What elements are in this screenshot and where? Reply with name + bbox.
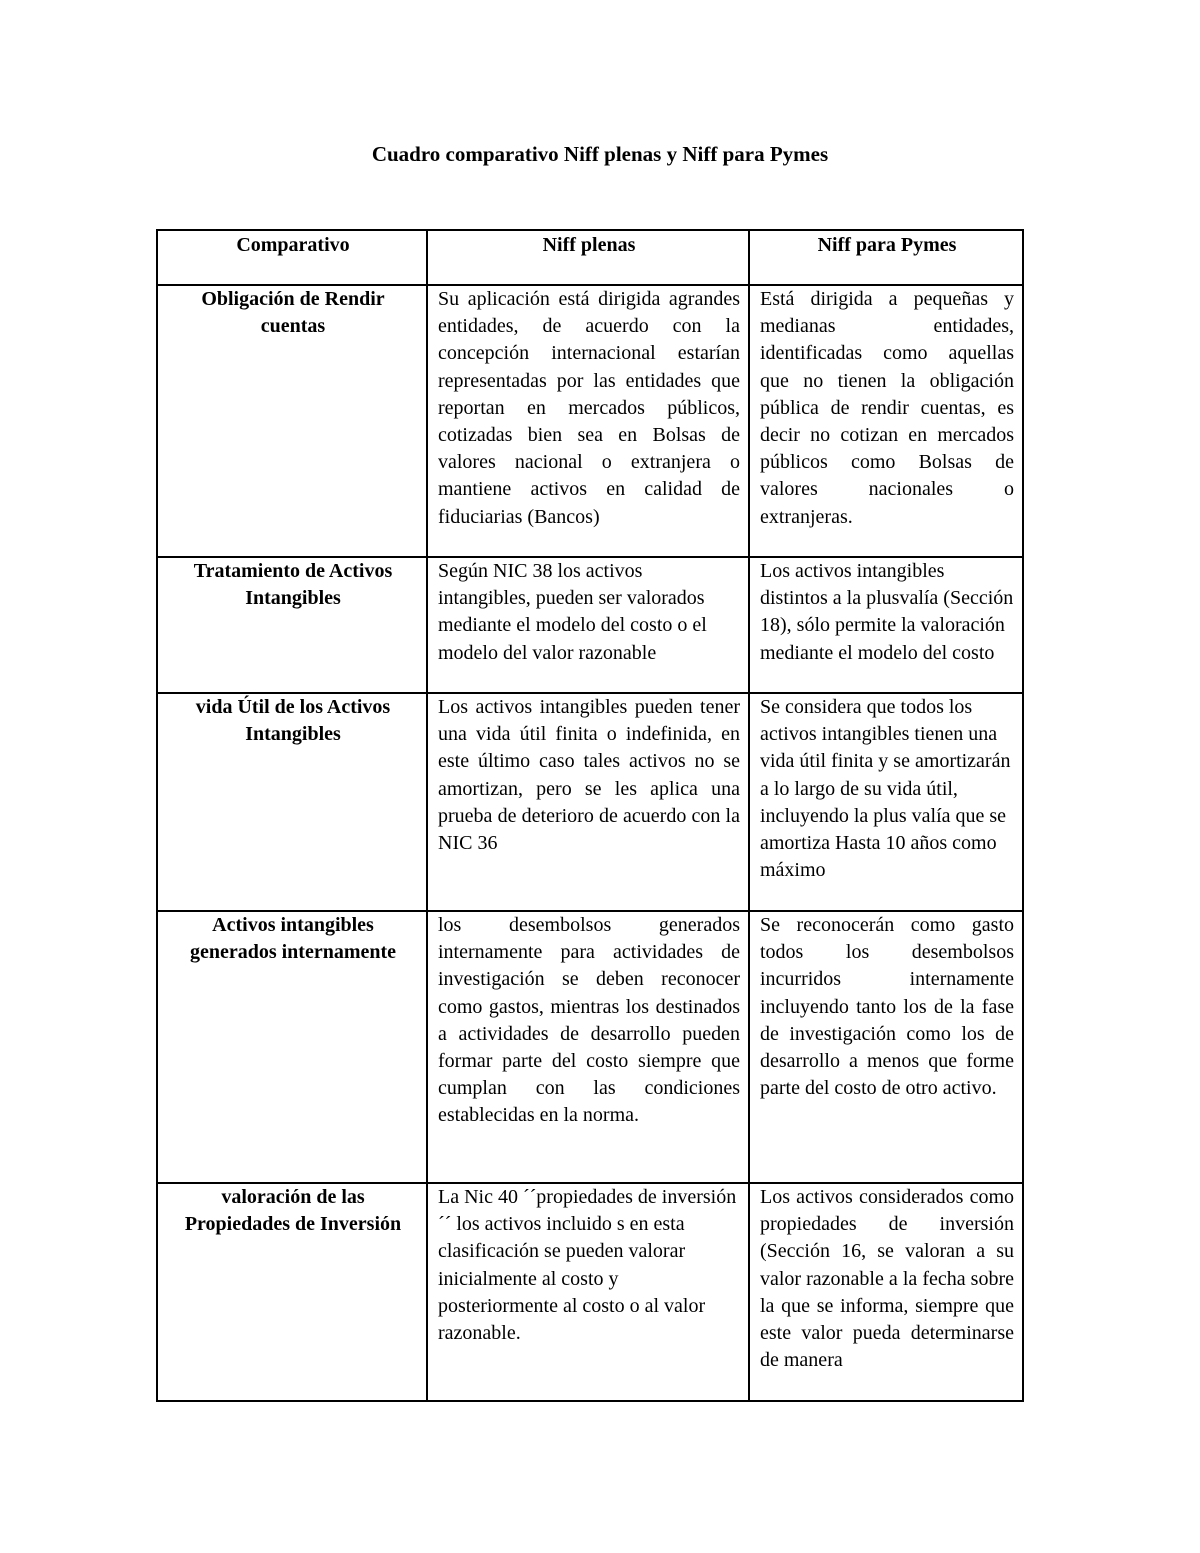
header-niff-pymes: Niff para Pymes: [749, 230, 1023, 285]
niff-pymes-cell: Los activos intangibles distintos a la plusvalía (Sección 18), sólo permite la valoración mediante el modelo del costo: [749, 557, 1023, 693]
row-label: vida Útil de los Activos Intangibles: [157, 693, 427, 911]
niff-pymes-cell: Está dirigida a pequeñas y medianas entidades, identificadas como aquellas que no tienen la obligación pública de rendir cuentas, es decir no cotizan en mercados públicos como Bolsas de valores nacionales o extranjeras.: [749, 285, 1023, 557]
table-row: [157, 1183, 1023, 1401]
niff-pymes-cell: Los activos considerados como propiedades de inversión (Sección 16, se valoran a su valor razonable a la fecha sobre la que se informa, siempre que este valor pueda determinarse de manera: [749, 1183, 1023, 1401]
table-row: [157, 693, 1023, 911]
table-row: [157, 557, 1023, 693]
table-header-row: [157, 230, 1023, 285]
niff-pymes-cell: Se considera que todos los activos intangibles tienen una vida útil finita y se amortizarán a lo largo de su vida útil, incluyendo la plus valía que se amortiza Hasta 10 años como máximo: [749, 693, 1023, 911]
comparison-table: [156, 229, 1024, 1402]
niff-pymes-cell: Se reconocerán como gasto todos los desembolsos incurridos internamente incluyendo tanto los de la fase de investigación como los de desarrollo a menos que forme parte del costo de otro activo.: [749, 911, 1023, 1183]
header-comparativo: Comparativo: [157, 230, 427, 285]
niff-plenas-cell: los desembolsos generados internamente para actividades de investigación se deben reconocer como gastos, mientras los destinados a actividades de desarrollo pueden formar parte del costo siempre que cumplan con las condiciones establecidas en la norma.: [427, 911, 749, 1183]
niff-plenas-cell: Según NIC 38 los activos intangibles, pueden ser valorados mediante el modelo del costo o el modelo del valor razonable: [427, 557, 749, 693]
page-title: Cuadro comparativo Niff plenas y Niff para Pymes: [371, 142, 829, 166]
row-label: valoración de las Propiedades de Inversión: [157, 1183, 427, 1401]
header-niff-plenas: Niff plenas: [427, 230, 749, 285]
niff-plenas-cell: Su aplicación está dirigida agrandes entidades, de acuerdo con la concepción internacional estarían representadas por las entidades que reportan en mercados públicos, cotizadas bien sea en Bolsas de valores nacional o extranjera o mantiene activos en calidad de fiduciarias (Bancos): [427, 285, 749, 557]
niff-plenas-cell: Los activos intangibles pueden tener una vida útil finita o indefinida, en este último caso tales activos no se amortizan, pero se les aplica una prueba de deterioro de acuerdo con la NIC 36: [427, 693, 749, 911]
row-label: Obligación de Rendir cuentas: [157, 285, 427, 557]
niff-plenas-cell: La Nic 40 ´´propiedades de inversión´´ los activos incluido s en esta clasificación se pueden valorar inicialmente al costo y posteriormente al costo o al valor razonable.: [427, 1183, 749, 1401]
row-label: Tratamiento de Activos Intangibles: [157, 557, 427, 693]
table-row: [157, 911, 1023, 1183]
table-row: [157, 285, 1023, 557]
row-label: Activos intangibles generados internamente: [157, 911, 427, 1183]
